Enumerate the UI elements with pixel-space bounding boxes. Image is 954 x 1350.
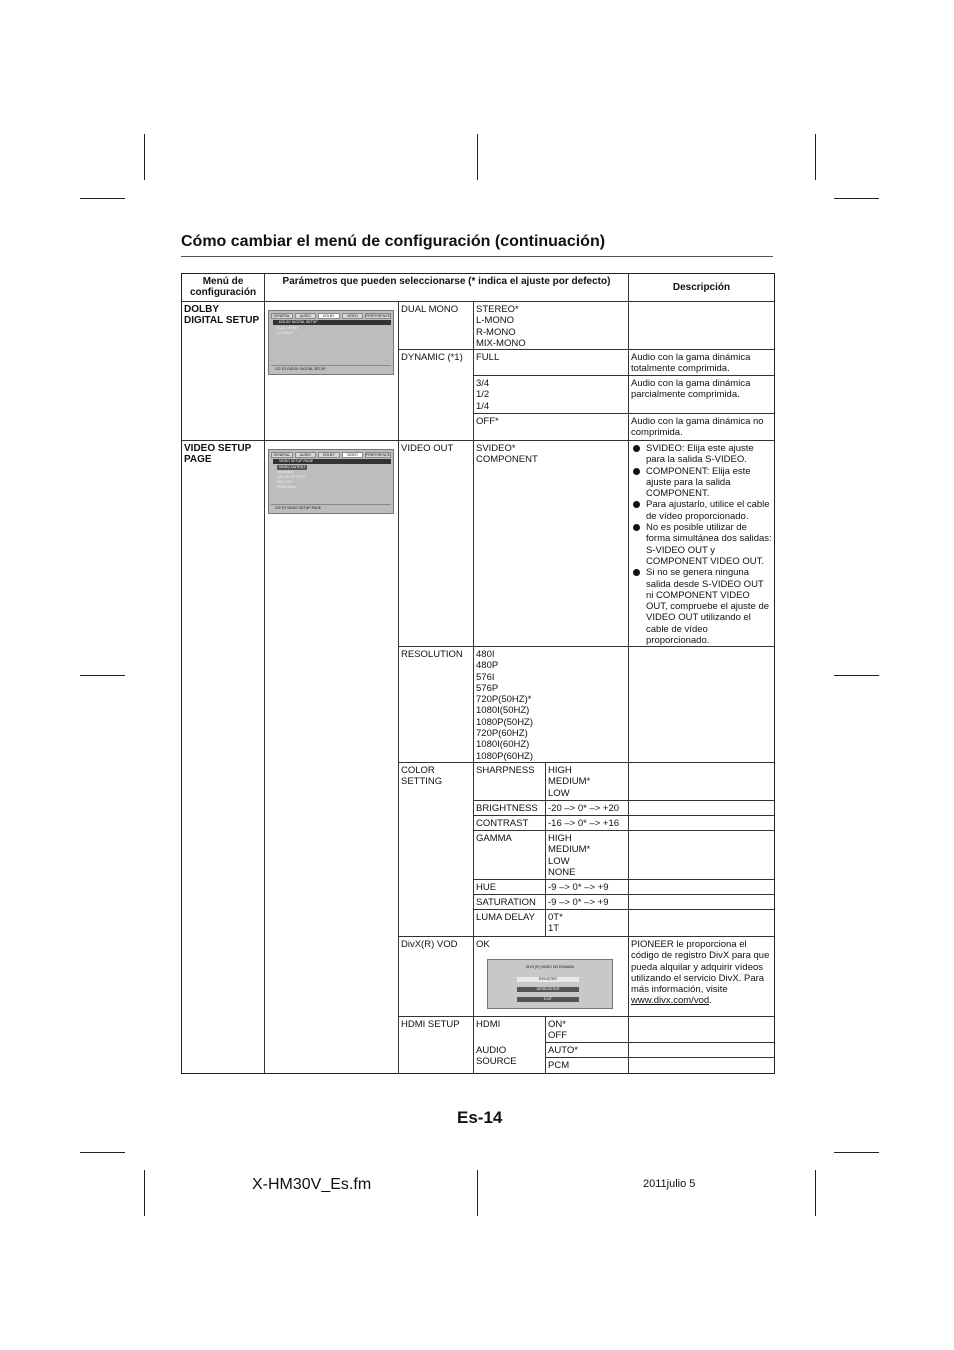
screen-tab: GENERAL (271, 452, 293, 458)
option-value: HIGH (548, 765, 572, 776)
bullet-item: Si no se genera ninguna salida desde S-VIDEO OUT ni COMPONENT VIDEO OUT, compruebe el ajuste de VIDEO OUT utilizando el cable de vídeo proporcionado. (631, 567, 772, 646)
option-value: HIGH (548, 833, 572, 844)
option-value: NONE (548, 866, 576, 878)
option-value: 720P(60HZ) (476, 728, 528, 740)
table-line (264, 273, 265, 1074)
option-value: 3/4 (476, 378, 490, 389)
divx-register-button: REGISTER (517, 977, 579, 982)
divx-deregister-button: DEREGISTER (517, 987, 579, 992)
screen-tab: AUDIO (295, 313, 317, 319)
divx-screen-title: DIVX (R) VIDEO ON DEMAND (525, 965, 575, 969)
option-value: 576I (476, 671, 495, 683)
option-value: 576P (476, 682, 499, 694)
option-value: 1080P(50HZ) (476, 716, 534, 728)
audio-source-label: AUDIO SOURCE (476, 1045, 517, 1068)
screen-title-bar: VIDEO SETUP PAGE (273, 459, 391, 464)
footer-filename: X-HM30V_Es.fm (252, 1176, 372, 1193)
dynamic-off-value: OFF* (476, 416, 499, 427)
option-value: R-MONO (476, 326, 516, 338)
resolution-values (474, 647, 628, 762)
crop-mark (815, 134, 816, 180)
option-value: SVIDEO* (476, 443, 516, 454)
crop-mark (834, 675, 879, 676)
option-value: 1/2 (476, 389, 490, 401)
option-value: 720P(50HZ)* (476, 694, 532, 706)
option-value: 0T* (548, 912, 563, 923)
option-value: MIX-MONO (476, 337, 526, 349)
crop-mark (815, 1170, 816, 1216)
sharpness-label: SHARPNESS (476, 765, 535, 776)
title-rule (181, 256, 773, 257)
option-value: ON* (548, 1019, 566, 1030)
screen-tab-active: VIDEO (342, 452, 364, 458)
bullet-item: Para ajustarlo, utilice el cable de vídeo proporcionado. (631, 499, 772, 522)
luma-delay-values (546, 910, 628, 935)
menu-dolby-digital-setup: DOLBY DIGITAL SETUP (184, 304, 260, 326)
divx-screen-thumbnail (487, 959, 613, 1009)
crop-mark (144, 134, 145, 180)
dynamic-full-desc: Audio con la gama dinámica totalmente comprimida. (631, 352, 751, 375)
table-line (398, 302, 399, 1074)
option-value: COMPONENT (476, 454, 538, 466)
dynamic-off-desc: Audio con la gama dinámica no comprimida. (631, 416, 764, 439)
dynamic-full-value: FULL (476, 352, 500, 363)
brightness-value: -20 –> 0* –> +20 (548, 803, 620, 814)
page-number: Es-14 (457, 1108, 503, 1127)
hdmi-values (546, 1017, 628, 1042)
header-menu: Menú de configuración (189, 276, 257, 298)
option-value: LOW (548, 855, 570, 867)
option-value: MEDIUM* (548, 776, 591, 788)
dual-mono-values (474, 302, 628, 349)
screen-tab: PREFERENCE (366, 453, 390, 457)
crop-mark (80, 1152, 125, 1153)
option-value: 1T (548, 923, 560, 935)
screen-item: Resolution (277, 470, 294, 474)
dynamic-label: DYNAMIC (*1) (401, 352, 463, 363)
footer-date: 2011julio 5 (643, 1178, 696, 1190)
contrast-label: CONTRAST (476, 818, 529, 829)
bullet-item: COMPONENT: Elija este ajuste para la salida COMPONENT. (631, 466, 772, 500)
screen-tab: AUDIO (295, 452, 317, 458)
page-title: Cómo cambiar el menú de configuración (continuación) (181, 233, 606, 250)
crop-mark (834, 1152, 879, 1153)
gamma-values (546, 831, 628, 878)
option-value: 480P (476, 660, 499, 672)
video-screen-thumbnail (268, 449, 394, 514)
luma-delay-label: LUMA DELAY (476, 912, 535, 923)
hue-value: -9 –> 0* –> +9 (548, 882, 609, 893)
video-out-desc (629, 441, 774, 646)
option-value: STEREO* (476, 304, 519, 315)
crop-mark (80, 675, 125, 676)
video-out-values (474, 441, 628, 466)
divx-vod-desc (629, 937, 774, 1007)
screen-tab: PREFERENCE (366, 314, 390, 318)
hdmi-setup-label: HDMI SETUP (401, 1019, 460, 1030)
brightness-label: BRIGHTNESS (476, 803, 538, 814)
contrast-value: -16 –> 0* –> +16 (548, 818, 620, 829)
saturation-value: -9 –> 0* –> +9 (548, 897, 609, 908)
option-value: 1080I(50HZ) (476, 705, 530, 717)
option-value: MEDIUM* (548, 844, 591, 856)
screen-item: DUAL MONO (277, 326, 299, 330)
screen-tab: GENERAL (271, 313, 293, 319)
saturation-label: SATURATION (476, 897, 536, 908)
bullet-item: SVIDEO: Elija este ajuste para la salida S-VIDEO. (631, 443, 772, 466)
screen-item: COLOR SETTING (277, 475, 306, 479)
screen-tab: VIDEO (342, 313, 364, 319)
divx-desc-text: PIONEER le proporciona el código de registro DivX para que pueda alquilar y adquirir vídeos utilizando el servicio DivX. Para más información, visite (631, 939, 770, 996)
screen-item: DYNAMIC (277, 331, 294, 335)
menu-video-setup-page: VIDEO SETUP PAGE (184, 443, 252, 465)
screen-title-bar: DOLBY DIGITAL SETUP (273, 320, 391, 325)
divx-vod-value: OK (476, 939, 490, 950)
option-value: OFF (548, 1030, 567, 1042)
header-description: Descripción (672, 282, 731, 293)
sharpness-values (546, 763, 628, 799)
hue-label: HUE (476, 882, 497, 893)
option-value: LOW (548, 787, 570, 799)
audio-source-auto: AUTO* (548, 1045, 578, 1056)
option-value: L-MONO (476, 315, 514, 327)
screen-footer: GO TO VIDEO SETUP PAGE (271, 504, 391, 511)
screen-item: VIDEO OUTPUT (279, 465, 306, 469)
video-out-label: VIDEO OUT (401, 443, 454, 454)
hdmi-label: HDMI (476, 1019, 501, 1030)
screen-item: DivX VOD (277, 480, 293, 484)
crop-mark (477, 134, 478, 180)
option-value: 1080P(60HZ) (476, 750, 534, 762)
dynamic-partial-desc: Audio con la gama dinámica parcialmente comprimida. (631, 378, 751, 401)
crop-mark (834, 198, 879, 199)
bullet-item: No es posible utilizar de forma simultánea dos salidas: S-VIDEO OUT y COMPONENT VIDEO OUT. (631, 522, 772, 567)
crop-mark (80, 198, 125, 199)
dynamic-partial-values (474, 376, 628, 412)
crop-mark (144, 1170, 145, 1216)
option-value: 1/4 (476, 400, 490, 412)
dual-mono-label: DUAL MONO (401, 304, 459, 315)
divx-vod-label: DivX(R) VOD (401, 939, 458, 950)
screen-item: HDMI Setup (277, 485, 297, 489)
divx-exit-button: EXIT (517, 997, 579, 1002)
crop-mark (477, 1170, 478, 1216)
gamma-label: GAMMA (476, 833, 512, 844)
divx-desc-end: . (709, 995, 712, 1007)
option-value: 1080I(60HZ) (476, 739, 530, 751)
option-value: 480I (476, 649, 495, 660)
screen-tab: DOLBY (318, 452, 340, 458)
dolby-screen-thumbnail (268, 310, 394, 375)
divx-link[interactable]: www.divx.com/vod (631, 995, 710, 1007)
screen-tab-active: DOLBY (318, 313, 340, 319)
audio-source-pcm: PCM (548, 1060, 570, 1071)
header-params: Parámetros que pueden seleccionarse (* indica el ajuste por defecto) (282, 276, 611, 287)
resolution-label: RESOLUTION (401, 649, 463, 660)
screen-footer: GO TO DOLBY DIGITAL SETUP (271, 365, 391, 372)
color-setting-label: COLOR SETTING (401, 765, 443, 788)
